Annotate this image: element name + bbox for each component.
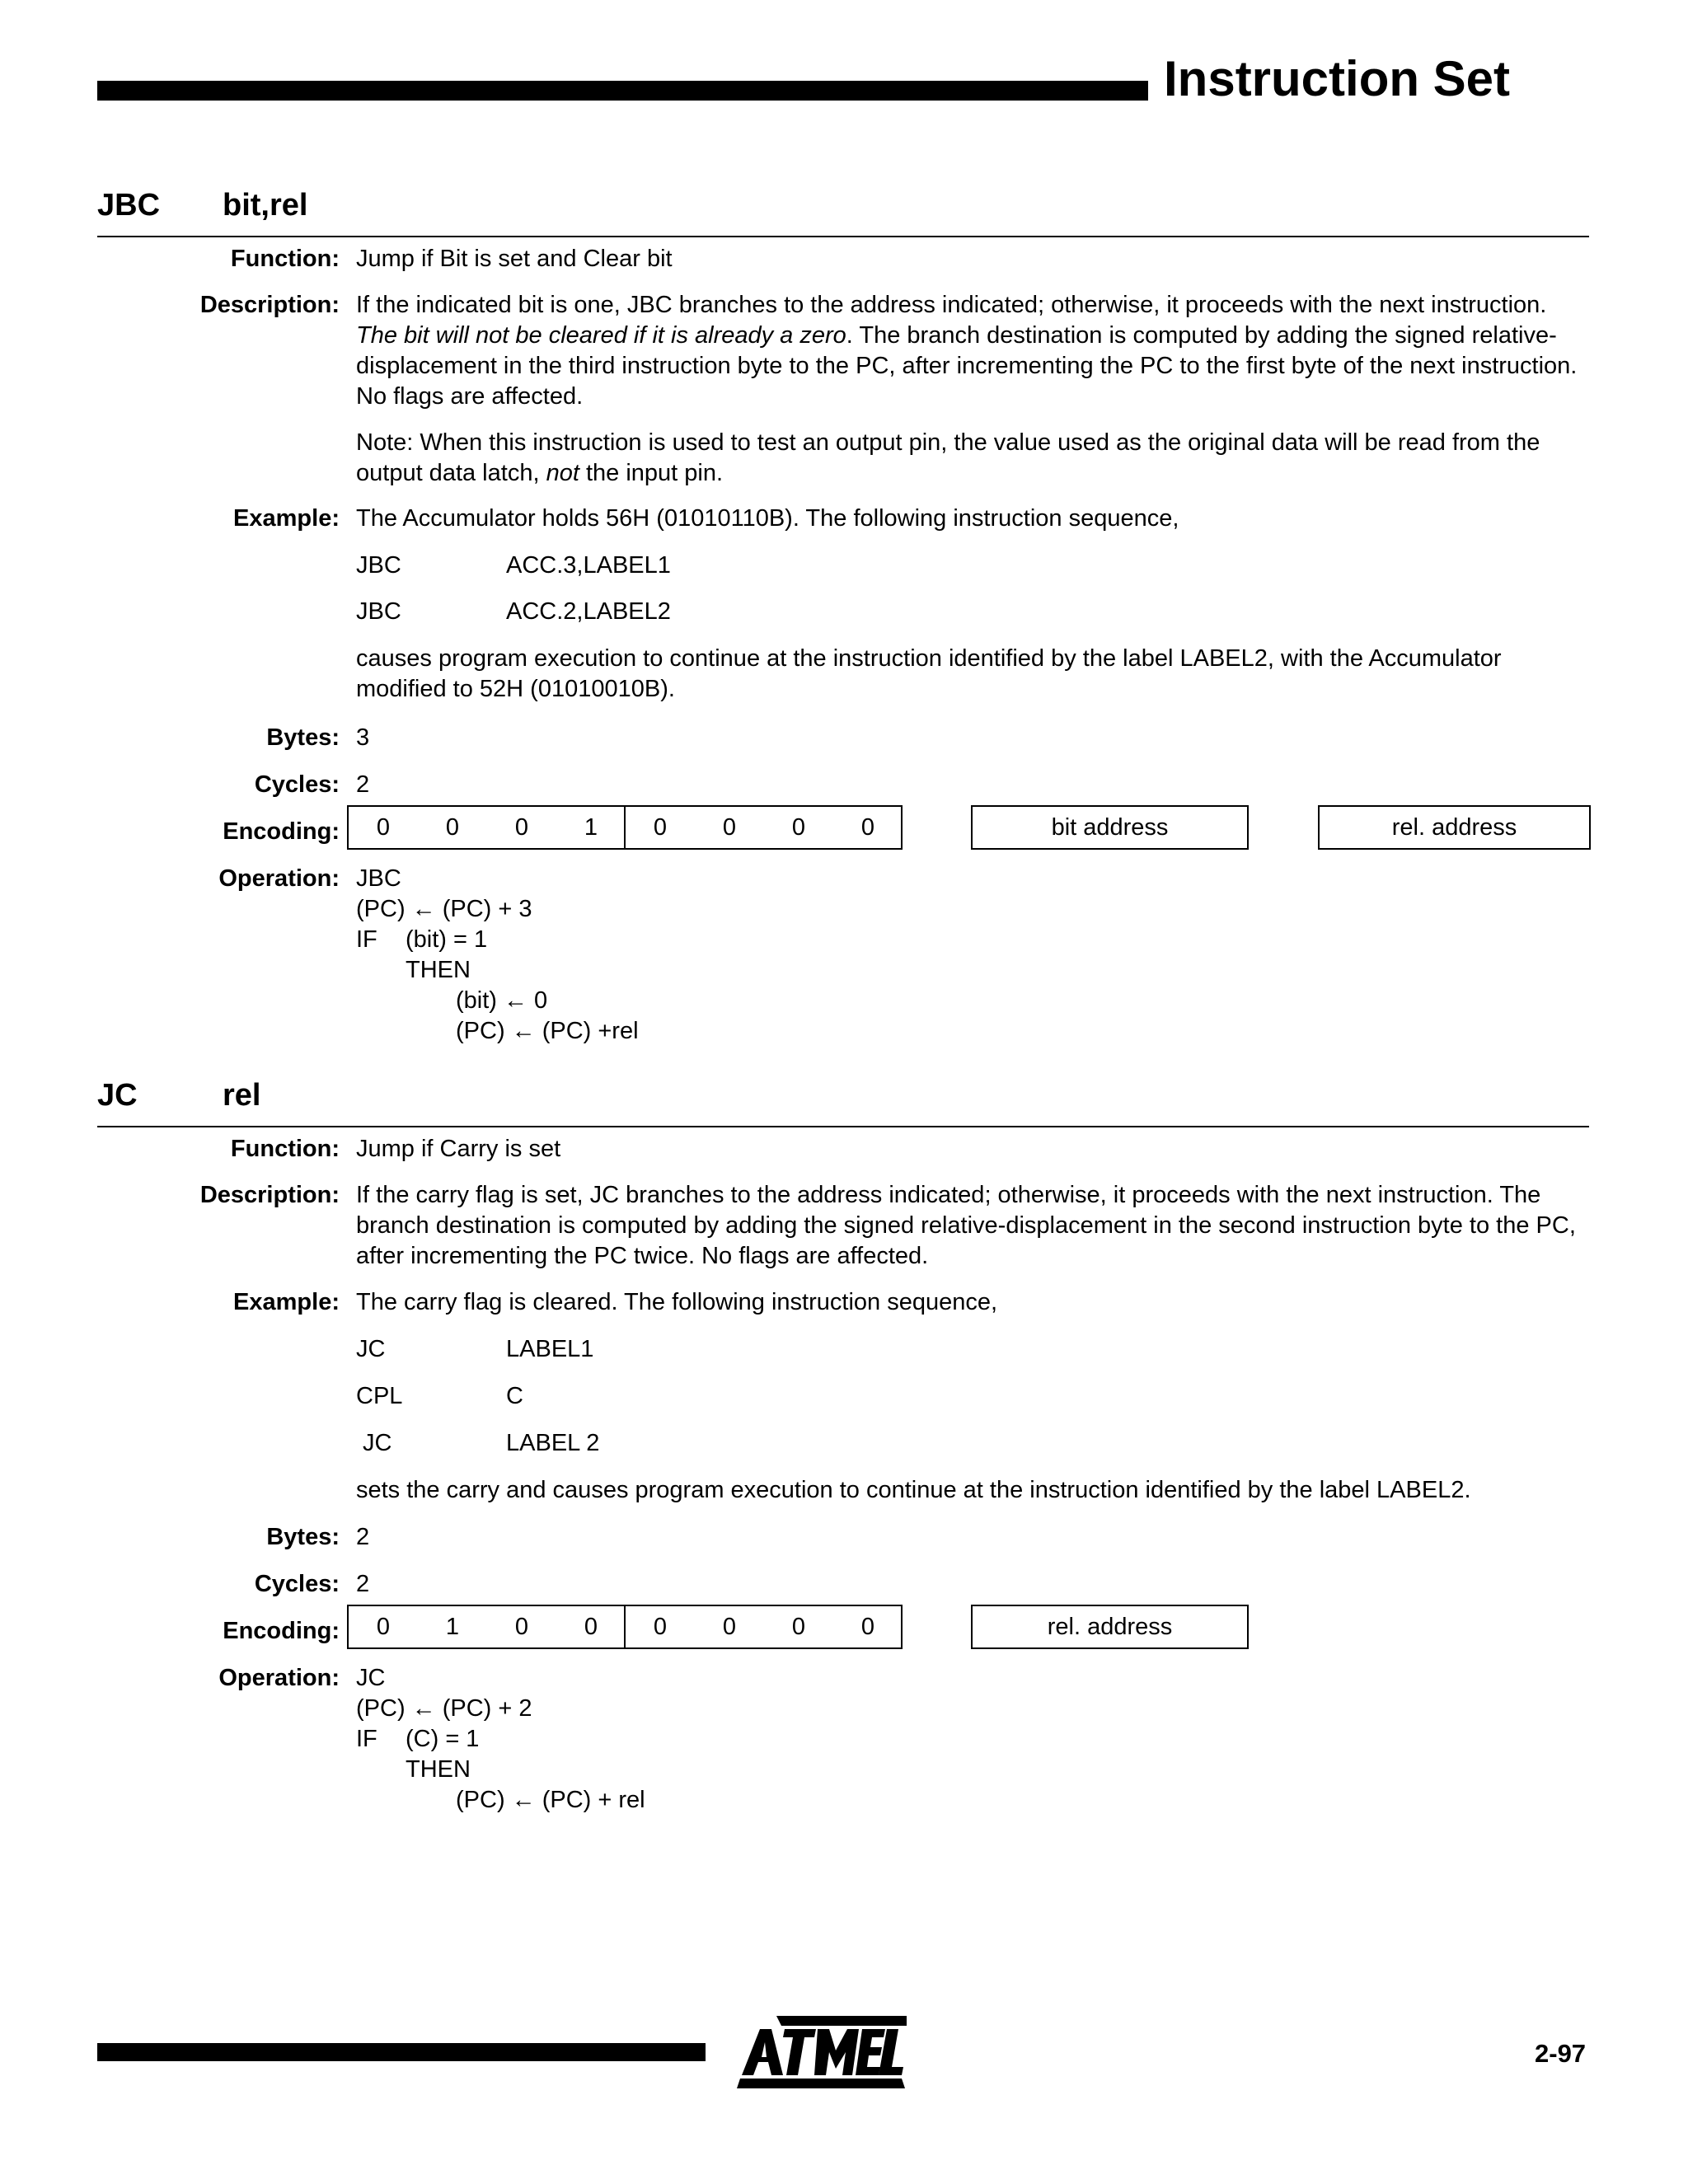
example-intro: The carry flag is cleared. The following instruction sequence, [356, 1289, 998, 1315]
atmel-logo [734, 2009, 907, 2092]
instruction-jc: JC rel Function: Jump if Carry is set Description: If the carry flag is set, JC branches to the address indicated; otherwise, it proceeds with the next instruction. The branch destination is computed by adding the signed relative-displacement in the second instruction byte to the PC, after incrementing the PC twice. No flags are affected. Example: The carry flag is cleared. The following instruction sequence, JC LABEL1 CPL C JC LABEL 2 sets the carry and causes program execution to continue at the instruction identified by the label LABEL2. Bytes: 2 Cycles: 2 Encoding: 0 1 0 0 0 0 0 0 rel. address Operation: JC (PC) ← (PC) + 2 IF (C) = 1 THEN (PC) ← (PC) + rel [97, 1080, 1589, 1127]
encoding-high-nibble [347, 805, 626, 850]
encoding-rel-address: rel. address [1318, 805, 1591, 850]
field-label: Operation: [218, 1665, 340, 1691]
instruction-jbc: JBC bit,rel Function: Jump if Bit is set and Clear bit Description: If the indicated bit is one, JBC branches to the address indicated; otherwise, it proceeds with the next instruction. The bit will not be cleared if it is already a zero. The branch destination is computed by adding the signed relative-displacement in the third instruction byte to the PC, after incrementing the PC to the first byte of the next instruction. No flags are affected. Note: When this instruction is used to test an output pin, the value used as the original data will be read from the output data latch, not the input pin. Example: The Accumulator holds 56H (01010110B). The following instruction sequence, JBC ACC.3,LABEL1 JBC ACC.2,LABEL2 causes program execution to continue at the instruction identified by the label LABEL2, with the Accumulator modified to 52H (01010010B). Bytes: 3 Cycles: 2 Encoding: 0 0 0 1 0 0 0 0 bit address rel. address Operation: JBC (PC) ← (PC) + 3 IF (bit) = 1 THEN (bit) ← 0 (PC) ← (PC) +rel [97, 190, 1589, 237]
function-text: Jump if Bit is set and Clear bit [356, 246, 673, 272]
note-text: Note: When this instruction is used to test an output pin, the value used as the original data will be read from the output data latch, not the input pin. [356, 429, 1540, 486]
encoding-high-nibble [347, 1605, 626, 1649]
cycles-value: 2 [356, 771, 370, 798]
instruction-header [97, 1080, 1589, 1127]
encoding-bit: 0 [722, 1614, 737, 1640]
field-label: Example: [233, 505, 340, 532]
instruction-mnemonic: JC [97, 1078, 138, 1113]
operation-line: IF [356, 1726, 377, 1752]
encoding-bit: 1 [584, 814, 598, 841]
description-text: If the indicated bit is one, JBC branches to the address indicated; otherwise, it proceeds with the next instruction. The bit will not be cleared if it is already a zero. The branch destination is computed by adding the signed relative-displacement in the third instruction byte to the PC, after incrementing the PC to the first byte of the next instruction. No flags are affected. [356, 292, 1578, 410]
operation-line: (PC) ← (PC) +rel [456, 1018, 639, 1044]
instruction-operands: bit,rel [223, 188, 308, 223]
operation-line: (C) = 1 [406, 1726, 480, 1752]
example-outro: causes program execution to continue at the instruction identified by the label LABEL2, with the Accumulator modified to 52H (01010010B). [356, 645, 1502, 702]
field-label: Bytes: [266, 724, 340, 751]
operation-line: JBC [356, 865, 401, 892]
encoding-bit: 0 [376, 1614, 391, 1640]
encoding-bit-address: bit address [971, 805, 1249, 850]
encoding-bit: 0 [514, 814, 529, 841]
example-intro: The Accumulator holds 56H (01010110B). The following instruction sequence, [356, 505, 1179, 532]
bytes-value: 2 [356, 1524, 370, 1550]
field-label: Description: [199, 292, 340, 318]
operation-line: THEN [406, 957, 471, 983]
field-label: Operation: [218, 865, 340, 892]
encoding-bit: 0 [791, 1614, 806, 1640]
field-label: Cycles: [254, 771, 340, 798]
instruction-mnemonic: JBC [97, 188, 161, 223]
description-text: If the carry flag is set, JC branches to the address indicated; otherwise, it proceeds with the next instruction. The branch destination is computed by adding the signed relative-displacement in the second instruction byte to the PC, after incrementing the PC twice. No flags are affected. [356, 1182, 1576, 1269]
field-label: Cycles: [254, 1571, 340, 1597]
field-label: Description: [199, 1182, 340, 1208]
encoding-bit: 0 [653, 1614, 668, 1640]
encoding-bit: 0 [722, 814, 737, 841]
encoding-bit: 0 [653, 814, 668, 841]
instruction-operands: rel [223, 1078, 261, 1113]
header-rule [97, 81, 1148, 101]
encoding-low-nibble [624, 1605, 903, 1649]
field-label: Function: [230, 246, 340, 272]
cycles-value: 2 [356, 1571, 370, 1597]
encoding-bit: 0 [445, 814, 460, 841]
operation-line: (PC) ← (PC) + rel [456, 1787, 645, 1813]
encoding-bit: 0 [514, 1614, 529, 1640]
operation-line: (PC) ← (PC) + 2 [356, 1695, 532, 1722]
encoding-rel-address: rel. address [971, 1605, 1249, 1649]
operation-line: (bit) ← 0 [456, 987, 548, 1014]
operation-line: THEN [406, 1756, 471, 1783]
field-label: Example: [233, 1289, 340, 1315]
field-label: Function: [230, 1136, 340, 1162]
encoding-bit: 0 [376, 814, 391, 841]
encoding-bit: 0 [860, 814, 875, 841]
operation-line: (PC) ← (PC) + 3 [356, 896, 532, 922]
field-label: Encoding: [223, 1618, 340, 1644]
encoding-bit: 0 [584, 1614, 598, 1640]
operation-body [356, 1663, 1589, 1820]
encoding-bit: 0 [860, 1614, 875, 1640]
page-number: 2-97 [1535, 2039, 1587, 2068]
field-label: Bytes: [266, 1524, 340, 1550]
encoding-bit: 0 [791, 814, 806, 841]
field-label: Encoding: [223, 818, 340, 845]
encoding-bit: 1 [445, 1614, 460, 1640]
page-title: Instruction Set [1164, 51, 1511, 106]
footer-rule [97, 2043, 706, 2061]
function-text: Jump if Carry is set [356, 1136, 561, 1162]
operation-line: IF [356, 926, 377, 953]
operation-line: JC [356, 1665, 386, 1691]
encoding-low-nibble [624, 805, 903, 850]
bytes-value: 3 [356, 724, 370, 751]
operation-line: (bit) = 1 [406, 926, 488, 953]
instruction-header [97, 190, 1589, 237]
operation-body [356, 864, 1589, 1044]
example-outro: sets the carry and causes program execution to continue at the instruction identified by the label LABEL2. [356, 1477, 1471, 1503]
